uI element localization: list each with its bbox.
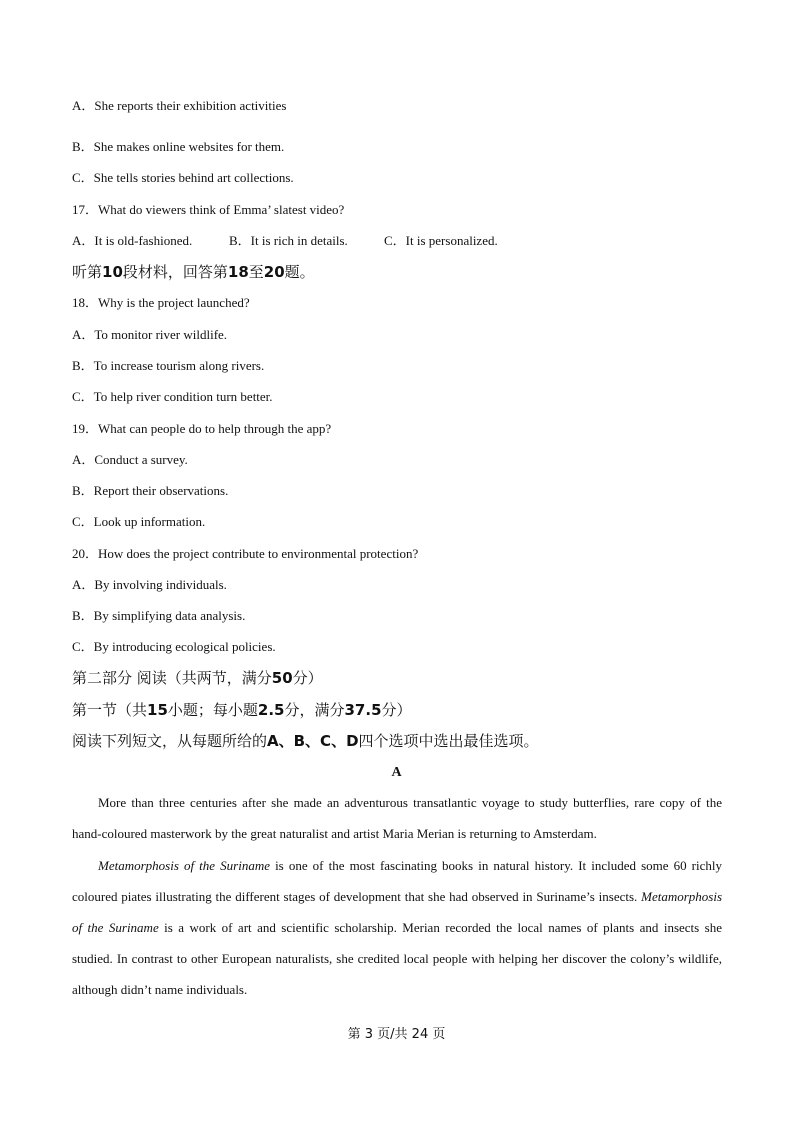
q20-option-b: B．By simplifying data analysis. [72,608,246,623]
q19-option-b: B．Report their observations. [72,483,229,498]
section1-heading: 第一节（共15小题；每小题2.5分，满分37.5分） [72,701,412,719]
q17-option-a: A．It is old-fashioned. [72,233,193,248]
q18-question: 18．Why is the project launched? [72,295,250,310]
q19-question: 19．What can people do to help through the app? [72,421,332,436]
passage-paragraph-2: Metamorphosis of the Suriname is one of the most fascinating books in natural history. It included some 60 richly coloured piates illustrating the different stages of development that she had observed in Suriname’s insects. Metamorphosis of the Suriname is a work of art and scientific scholarship. Merian recorded the local names of plants and insects she studied. In contrast to other European naturalists, she credited local people with helping her discover the colony’s wildlife, although didn’t name individuals. [72,858,723,997]
q20-question: 20．How does the project contribute to environmental protection? [72,546,419,561]
part2-heading: 第二部分 阅读（共两节，满分50分） [72,669,323,687]
q20-option-a: A．By involving individuals. [72,577,227,592]
q17-option-c: C．It is personalized. [384,233,498,248]
q20-option-c: C．By introducing ecological policies. [72,639,276,654]
q17-question: 17．What do viewers think of Emma’ slatest video? [72,202,345,217]
passage-label: A [391,765,402,780]
passage-paragraph-1: More than three centuries after she made an adventurous transatlantic voyage to study butterflies, rare copy of the hand-coloured masterwork by the great naturalist and artist Maria Merian is returning to Amsterdam. [72,795,722,841]
q19-option-c: C．Look up information. [72,514,206,529]
q18-option-b: B．To increase tourism along rivers. [72,358,265,373]
reading-instruction: 阅读下列短文，从每题所给的A、B、C、D四个选项中选出最佳选项。 [72,732,539,750]
q17-options [72,232,498,250]
q18-option-a: A．To monitor river wildlife. [72,327,228,342]
q17-option-b: B．It is rich in details. [229,233,348,248]
book-title: Metamorphosis of the Suriname [72,889,722,935]
book-title: Metamorphosis of the Suriname [98,858,270,873]
q19-option-a: A．Conduct a survey. [72,452,188,467]
section10-instruction: 听第10段材料，回答第18至20题。 [72,263,315,281]
q16-option-a: A．She reports their exhibition activities [72,98,287,113]
q16-option-b: B．She makes online websites for them. [72,139,285,154]
q18-option-c: C．To help river condition turn better. [72,389,273,404]
q16-option-c: C．She tells stories behind art collections. [72,170,294,185]
page-footer: 第 3 页/共 24 页 [347,1027,446,1042]
